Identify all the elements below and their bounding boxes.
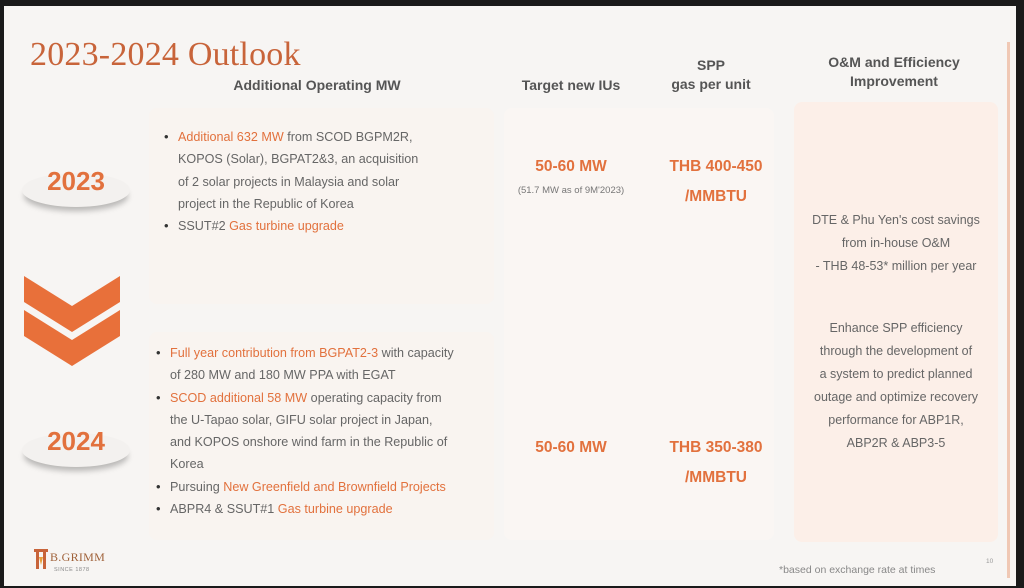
bullet-text: from SCOD BGPM2R, KOPOS (Solar), BGPAT2&3, an acquisition of 2 solar projects in Malaysia and solar project in the Republic of Korea [178,130,419,211]
bullet-list-2024 [156,342,491,520]
bullet-text: Pursuing [170,479,224,494]
spp-2023-value: THB 400-450 /MMBTU [669,158,763,205]
list-item [156,476,491,498]
spp-2024-value: THB 350-380 /MMBTU [669,439,763,486]
om-2023-highlight: DTE & Phu Yen's cost savings from in-house O&M [812,213,980,250]
list-item [156,498,491,520]
footnote: *based on exchange rate at times [779,564,936,576]
bullet-highlight: SCOD additional 58 MW [170,390,308,405]
bullet-highlight: Full year contribution from BGPAT2-3 [170,346,379,360]
bullet-list-2023 [164,126,484,237]
om-2024-detail: through the development of a system to predict planned outage and optimize recovery performance for ABP1R, ABP2R & ABP3-5 [814,344,978,450]
logo-text: B.GRIMM [50,550,106,564]
bullet-text: with capacity of 280 MW and 180 MW PPA with EGAT [170,346,454,383]
list-item [156,342,491,387]
bullet-highlight: Additional 632 MW [178,130,284,144]
target-2024-value: 50-60 MW [535,439,607,456]
logo-since: SINCE 1878 [54,567,90,573]
om-2024-highlight: Enhance SPP efficiency [829,321,963,335]
chevron-down-icon [24,276,120,366]
slide-edge-accent [1007,42,1010,578]
bullet-text: ABPR4 & SSUT#1 [170,502,278,517]
slide-title: 2023-2024 Outlook [30,36,301,73]
header-target-ius: Target new IUs [521,77,621,93]
header-om-efficiency: O&M and Efficiency Improvement [828,54,960,89]
bgrimm-logo-icon [34,549,48,569]
bullet-highlight: Gas turbine upgrade [277,502,393,517]
header-additional-mw: Additional Operating MW [233,77,401,93]
header-spp-gas: SPP gas per unit [671,57,751,92]
year-2023-label: 2023 [47,166,105,196]
bullet-text: SSUT#2 [178,219,230,234]
bullet-highlight: New Greenfield and Brownfield Projects [223,479,446,494]
bullet-text: operating capacity from the U-Tapao solar, GIFU solar project in Japan, and KOPOS onshore wind farm in the Republic of Korea [170,390,448,472]
page-number: 10 [986,558,994,565]
om-2023-detail: - THB 48-53* million per year [815,259,977,273]
list-item [164,215,484,237]
list-item [164,126,484,215]
bgrimm-logo [34,547,114,577]
list-item [156,387,491,476]
year-2024-label: 2024 [47,426,105,456]
target-2023-value: 50-60 MW [535,158,607,175]
target-2023-note: (51.7 MW as of 9M'2023) [517,185,625,196]
bullet-highlight: Gas turbine upgrade [229,219,344,234]
slide [4,6,1016,586]
